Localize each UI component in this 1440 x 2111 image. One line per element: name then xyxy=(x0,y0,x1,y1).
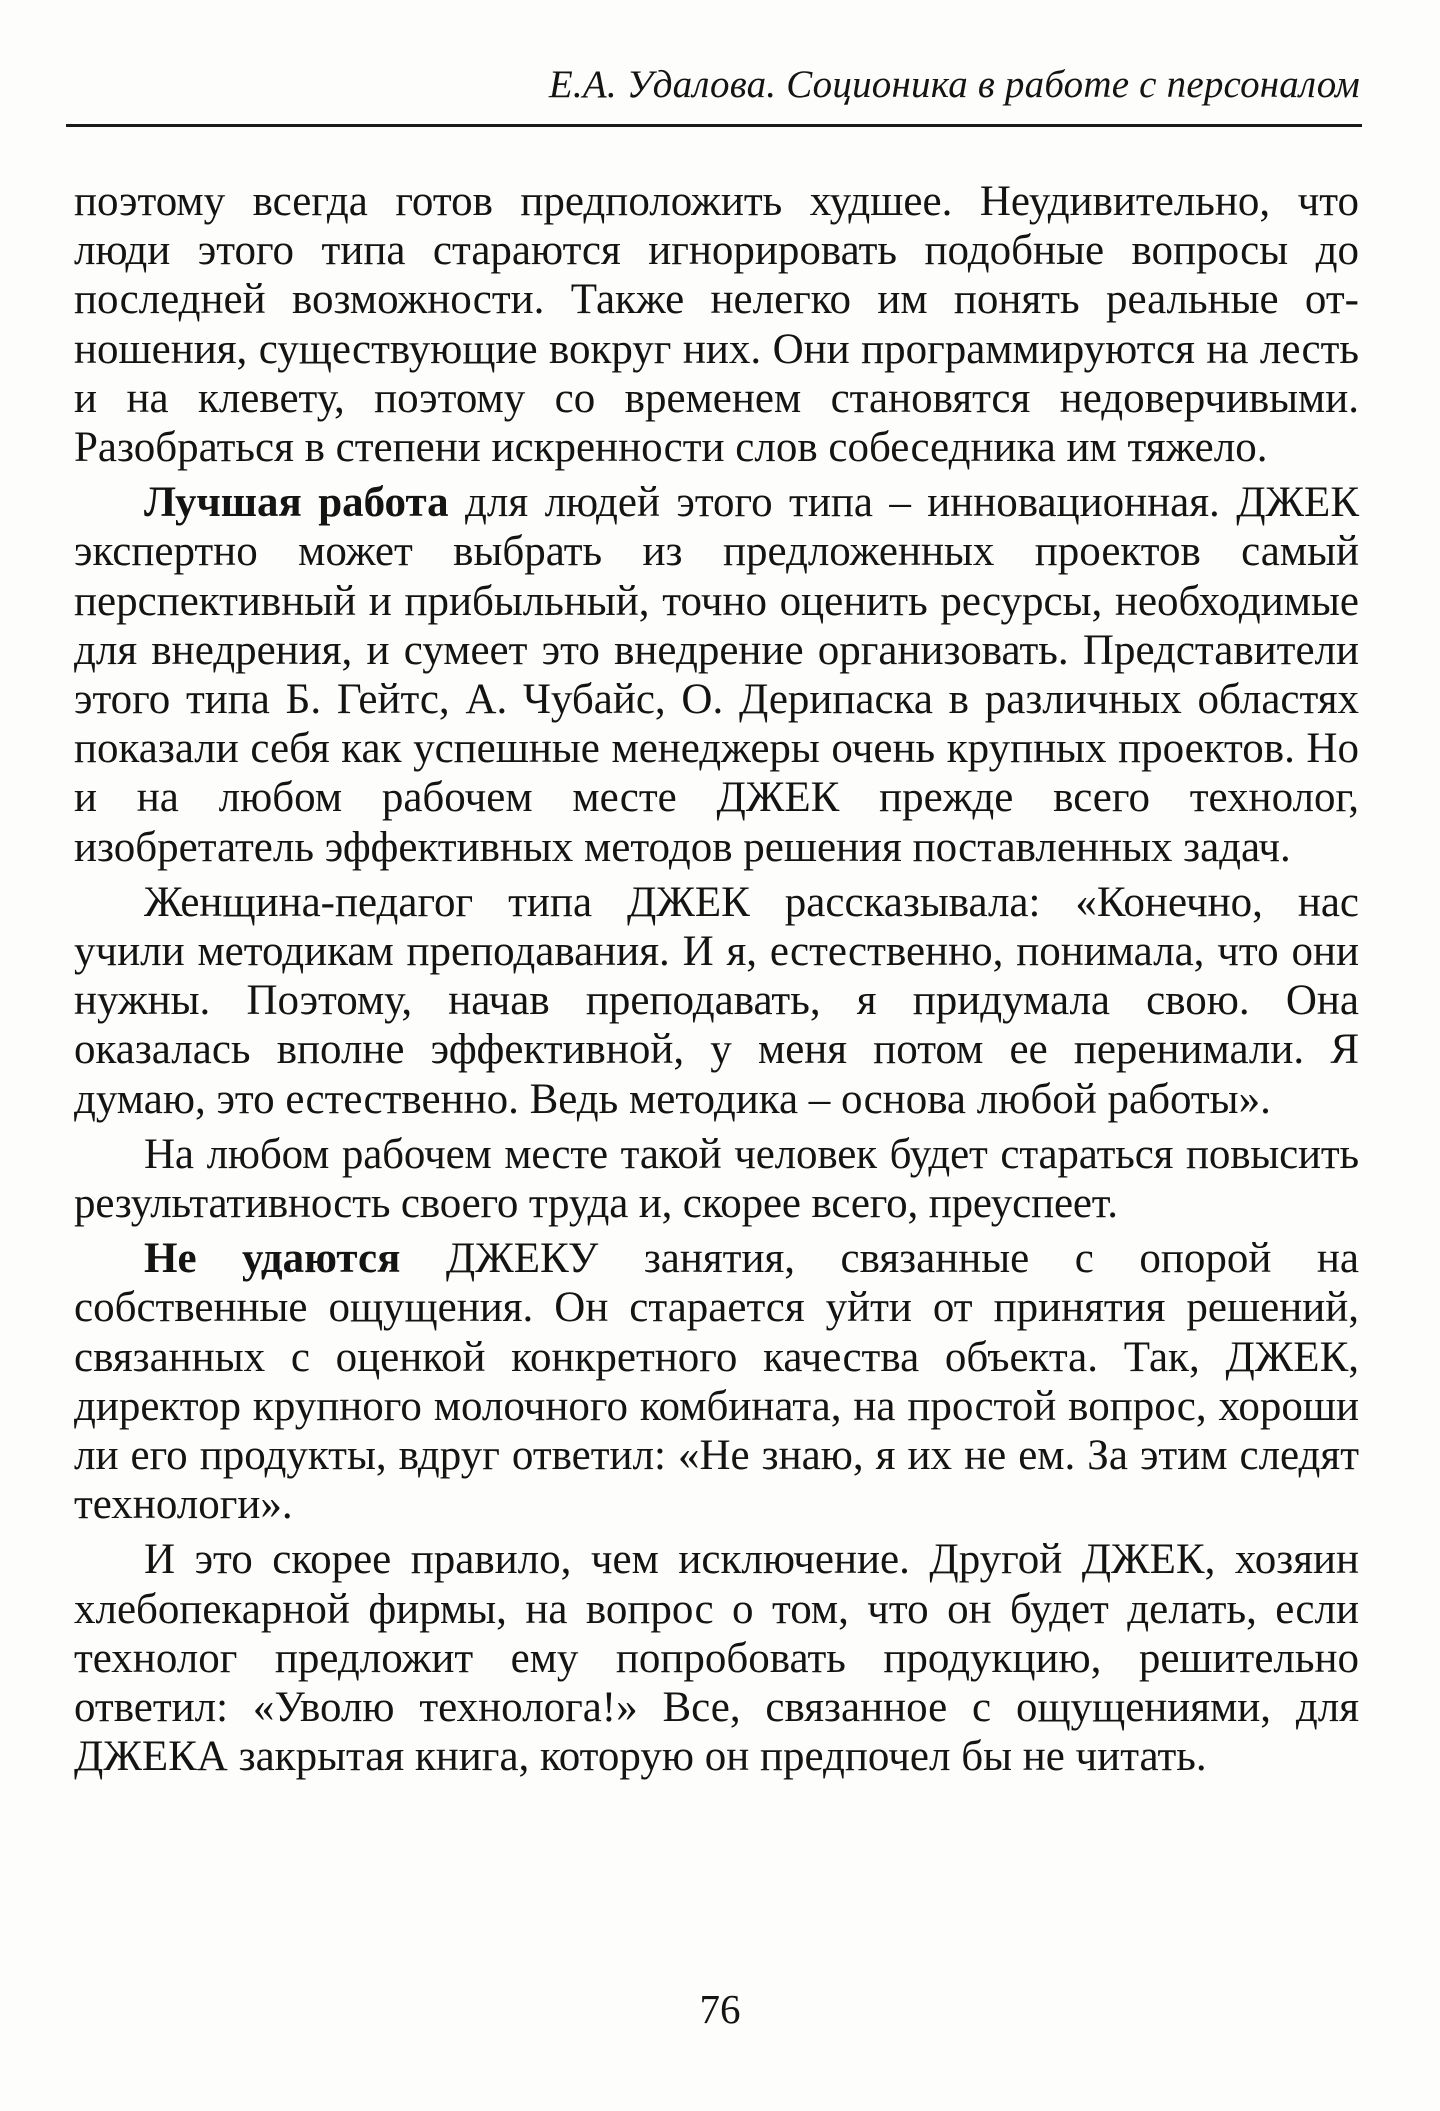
page-number: 76 xyxy=(699,1986,741,2032)
paragraph-text: для людей этого типа – инновационная. ДЖЕК экспертно может выбрать из предложенных проектов самый перспективный и прибыльный, точно оценить ресурсы, необходимые для внедрения, и сумеет это внедрение организовать. Представители этого типа Б. Гейтс, А. Чубайс, О. Дерипаска в различных областях показали себя как успешные менеджеры очень крупных проектов. Но и на любом рабочем месте ДЖЕК прежде всего технолог, изобретатель эффективных методов решения поставленных задач. xyxy=(74,479,1359,871)
paragraph-4 xyxy=(74,1130,1359,1228)
paragraph-text: Женщина-педагог типа ДЖЕК рассказывала: «Конечно, нас учили методикам преподавания. И я, естественно, понимала, что они нужны. Поэтому, начав преподавать, я придумала свою. Она оказалась вполне эффективной, у меня потом ее перенимали. Я думаю, это естественно. Ведь методика – основа любой работы». xyxy=(74,878,1359,1123)
paragraph-3 xyxy=(74,878,1359,1124)
paragraph-text: поэтому всегда готов предположить худшее. Неудивительно, что люди этого типа стараются игнорировать подобные вопросы до последней возможности. Также нелегко им понять реальные отношения, существующие вокруг них. Они программируются на лесть и на клевету, поэтому со временем становятся недоверчивыми. Разобраться в степени искренности слов собеседника им тяжело. xyxy=(74,178,1359,472)
paragraph-text: На любом рабочем месте такой человек будет стараться повысить результативность своего труда и, скорее всего, преуспеет. xyxy=(74,1130,1359,1228)
paragraph-lead: Лучшая работа xyxy=(144,479,449,527)
paragraph-6 xyxy=(74,1535,1359,1781)
header-rule xyxy=(66,124,1362,127)
running-title: Е.А. Удалова. Соционика в работе с персоналом xyxy=(548,63,1360,106)
paragraph-text: И это скорее правило, чем исключение. Другой ДЖЕК, хозяин хлебопекарной фирмы, на вопрос о том, что он будет делать, если технолог предложит ему попробовать продукцию, решительно ответил: «Уволю технолога!» Все, связанное с ощущениями, для ДЖЕКА закрытая книга, которую он предпочел бы не читать. xyxy=(74,1536,1359,1781)
paragraph-1 xyxy=(74,177,1359,472)
paragraph-5 xyxy=(74,1234,1359,1529)
paragraph-lead: Не удаются xyxy=(144,1235,401,1283)
paragraph-text: ДЖЕКУ занятия, связанные с опорой на собственные ощущения. Он старается уйти от принятия решений, связанных с оценкой конкретного качества объекта. Так, ДЖЕК, директор крупного молочного комбината, на простой вопрос, хороши ли его продукты, вдруг ответил: «Не знаю, я их не ем. За этим следят технологи». xyxy=(74,1235,1359,1529)
body-text xyxy=(74,177,1359,1788)
paragraph-2 xyxy=(74,478,1359,872)
